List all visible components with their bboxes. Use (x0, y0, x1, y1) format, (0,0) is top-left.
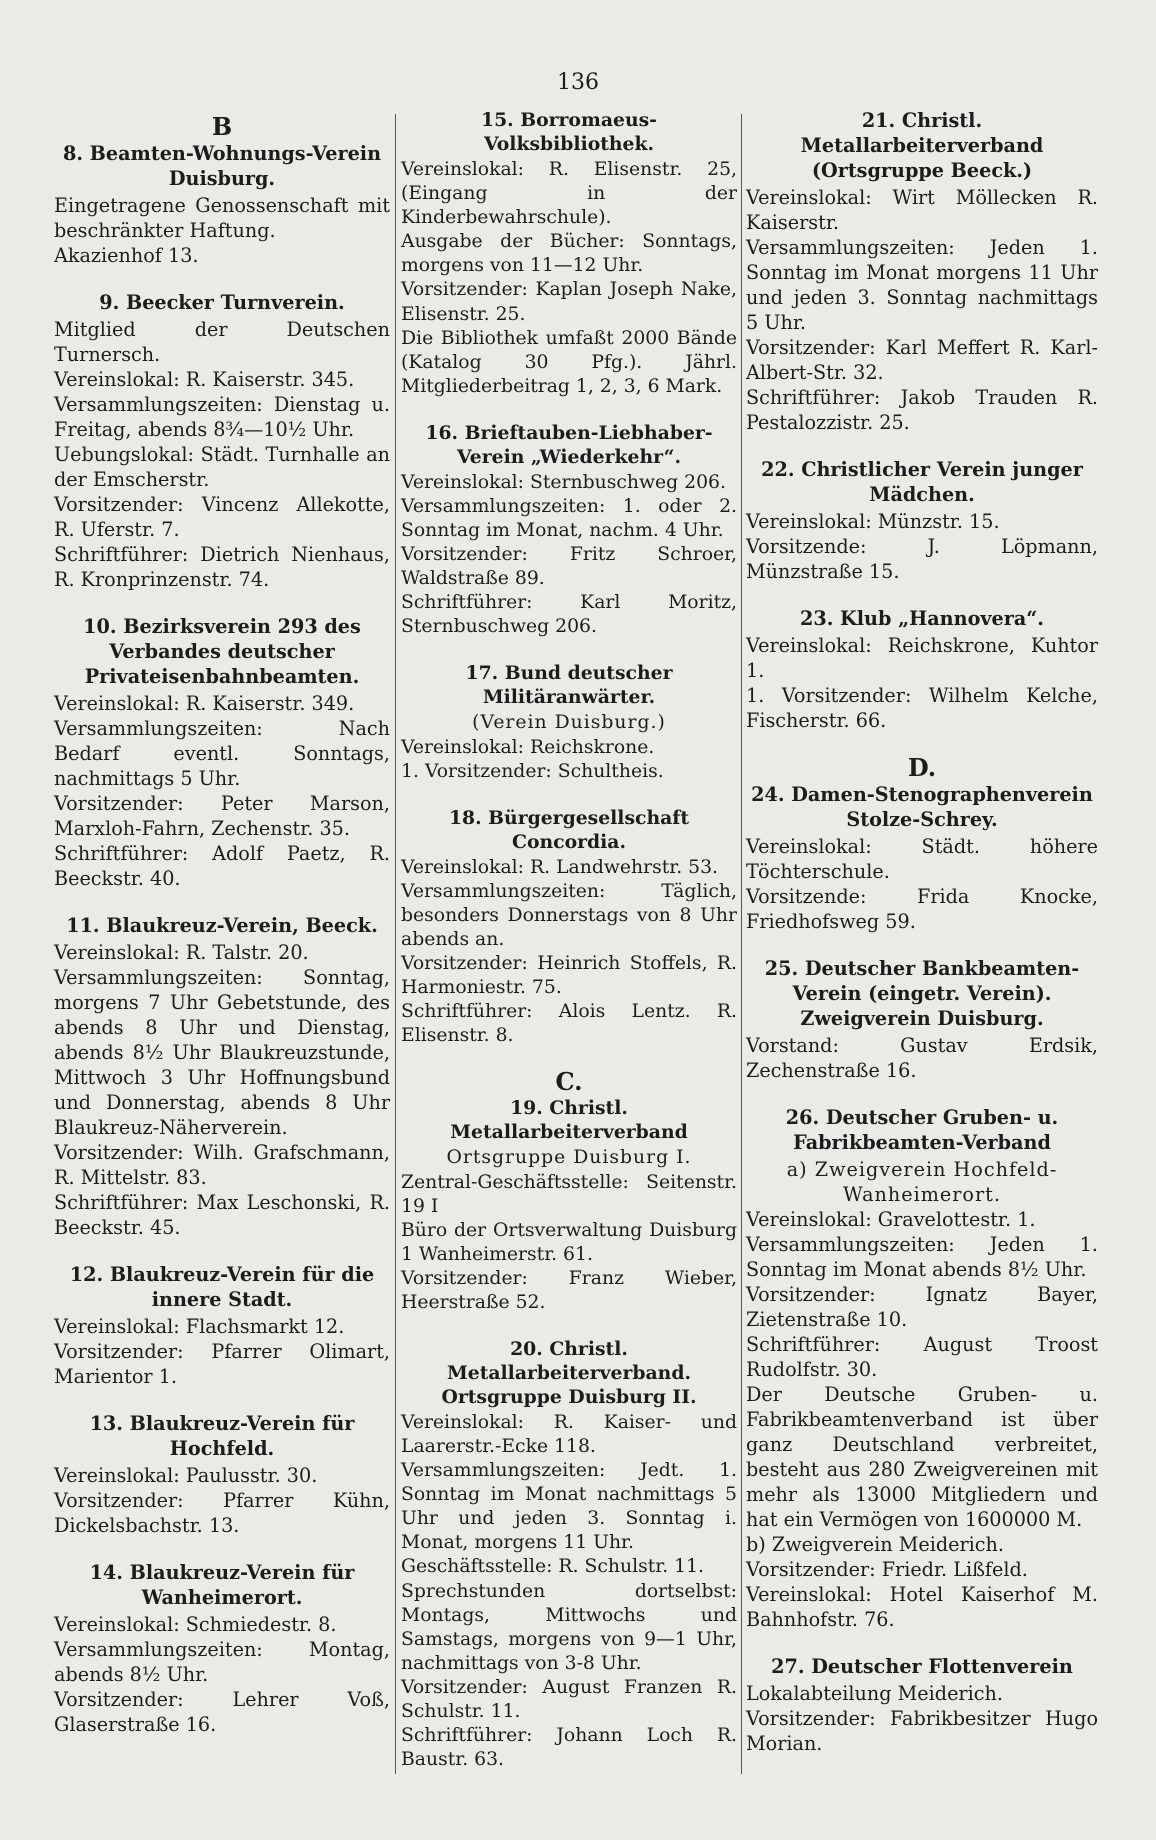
association-entry (401, 1337, 737, 1772)
entry-heading: 25. Deutscher Bankbeamten-Verein (eingetr. Verein). Zweigverein Duisburg. (764, 957, 1080, 1030)
entry-line: Ausgabe der Bücher: Sonntags, morgens von 11—12 Uhr. (401, 231, 737, 277)
association-entry (746, 782, 1098, 934)
entry-line: Schriftführer: August Troost Rudolfstr. 30. (746, 1333, 1098, 1381)
entry-line: Vorsitzender: Fritz Schroer, Waldstraße 89. (401, 544, 737, 590)
association-entry (54, 614, 390, 891)
association-entry (746, 1105, 1098, 1632)
entry-line: Vereinslokal: R. Kaiserstr. 345. (54, 368, 355, 391)
entry-subheading: a) Zweigverein Hochfeld-Wanheimerort. (786, 1158, 1058, 1206)
entry-line: Vorsitzender: Kaplan Joseph Nake, Elisenstr. 25. (401, 279, 737, 325)
entry-line: Vereinslokal: Reichskrone, Kuhtor 1. (746, 634, 1098, 682)
entry-line: Vorsitzender: Friedr. Lißfeld. (746, 1558, 1028, 1581)
column-2 (401, 108, 737, 1794)
entry-heading: 8. Beamten-Wohnungs-Verein Duisburg. (62, 142, 382, 190)
entry-line: Versammlungszeiten: Jedt. 1. Sonntag im Monat nachmittags 5 Uhr und jeden 3. Sonntag i. Monat, morgens 11 Uhr. (401, 1460, 737, 1554)
entry-line: Schriftführer: Dietrich Nienhaus, R. Kronprinzenstr. 74. (54, 543, 390, 591)
entry-line: Zentral-Geschäftsstelle: Seitenstr. 19 I (401, 1171, 737, 1217)
column-1 (54, 108, 390, 1759)
entry-line: Vereinslokal: R. Kaiser- und Laarerstr.-Ecke 118. (401, 1412, 737, 1458)
entry-heading: 16. Brieftauben-Liebhaber-Verein „Wiederkehr“. (425, 421, 713, 468)
association-entry (54, 913, 390, 1240)
association-entry (746, 606, 1098, 733)
entry-line: Akazienhof 13. (54, 244, 199, 267)
column-divider (395, 114, 396, 1774)
entry-line: Versammlungszeiten: Jeden 1. Sonntag im Monat abends 8½ Uhr. (746, 1233, 1098, 1281)
entry-subheading: (Verein Duisburg.) (472, 712, 666, 734)
entry-line: Schriftführer: Karl Moritz, Sternbuschweg 206. (401, 592, 737, 638)
entry-line: Eingetragene Genossenschaft mit beschränkter Haftung. (54, 194, 390, 242)
entry-line: Schriftführer: Johann Loch R. Baustr. 63. (401, 1724, 737, 1770)
entry-heading: 23. Klub „Hannovera“. (800, 607, 1044, 630)
association-entry (746, 457, 1098, 584)
association-entry (401, 421, 737, 640)
entry-line: Vereinslokal: Hotel Kaiserhof M. Bahnhofstr. 76. (746, 1583, 1098, 1631)
entry-line: Vereinslokal: R. Elisenstr. 25, (Eingang in der Kinderbewahrschule). (401, 159, 737, 229)
entry-line: Versammlungszeiten: Dienstag u. Freitag, abends 8¾—10½ Uhr. (54, 393, 390, 441)
section-letter: C. (555, 1067, 583, 1097)
entry-line: Vorsitzender: Karl Meffert R. Karl-Albert-Str. 32. (746, 336, 1098, 384)
entry-heading: 9. Beecker Turnverein. (99, 291, 345, 314)
entry-line: Mitglied der Deutschen Turnersch. (54, 318, 390, 366)
entry-line: Versammlungszeiten: Montag, abends 8½ Uhr. (54, 1638, 390, 1686)
association-entry (401, 806, 737, 1049)
entry-line: Vorsitzende: Frida Knocke, Friedhofsweg 59. (746, 885, 1098, 933)
entry-heading: 21. Christl. Metallarbeiterverband (Ortsgruppe Beeck.) (800, 109, 1044, 182)
entry-line: Schriftführer: Alois Lentz. R. Elisenstr. 8. (401, 1001, 737, 1047)
entry-line: Uebungslokal: Städt. Turnhalle an der Emscherstr. (54, 443, 390, 491)
column-divider (741, 114, 742, 1774)
entry-heading: 15. Borromaeus-Volksbibliothek. (481, 109, 657, 156)
entry-line: Vorsitzender: Lehrer Voß, Glaserstraße 16. (54, 1688, 390, 1736)
entry-line: Vereinslokal: R. Kaiserstr. 349. (54, 692, 355, 715)
entry-line: Die Bibliothek umfaßt 2000 Bände (Katalog 30 Pfg.). Jährl. Mitgliederbeitrag 1, 2, 3, 6 Mark. (401, 327, 737, 397)
entry-line: Büro der Ortsverwaltung Duisburg 1 Wanheimerstr. 61. (401, 1219, 737, 1265)
association-entry (401, 661, 737, 783)
entry-line: 1. Vorsitzender: Wilhelm Kelche, Fischerstr. 66. (746, 684, 1098, 732)
association-entry (54, 1262, 390, 1389)
section-letter: D. (907, 753, 937, 782)
entry-line: Vorsitzender: Peter Marson, Marxloh-Fahrn, Zechenstr. 35. (54, 792, 390, 840)
association-entry (746, 956, 1098, 1083)
entry-line: Schriftführer: Jakob Trauden R. Pestalozzistr. 25. (746, 386, 1098, 434)
entry-line: Vorstand: Gustav Erdsik, Zechenstraße 16. (746, 1034, 1098, 1082)
entry-line: Vorsitzender: Franz Wieber, Heerstraße 52. (401, 1267, 737, 1313)
entry-heading: 26. Deutscher Gruben- u. Fabrikbeamten-Verband (785, 1106, 1059, 1154)
entry-heading: 12. Blaukreuz-Verein für die innere Stadt. (69, 1263, 375, 1311)
association-entry (54, 141, 390, 268)
entry-line: Versammlungszeiten: 1. oder 2. Sonntag im Monat, nachm. 4 Uhr. (401, 495, 737, 541)
entry-line: Lokalabteilung Meiderich. (746, 1682, 1003, 1705)
entry-subheading: Ortsgruppe Duisburg I. (446, 1147, 692, 1169)
entry-line: Vorsitzender: Vincenz Allekotte, R. Uferstr. 7. (54, 493, 390, 541)
entry-line: Vorsitzender: Pfarrer Olimart, Marientor 1. (54, 1340, 390, 1388)
entry-line: Vorsitzender: Fabrikbesitzer Hugo Morian. (746, 1707, 1098, 1755)
entry-line: Vereinslokal: Reichskrone. (401, 736, 655, 758)
entry-heading: 13. Blaukreuz-Verein für Hochfeld. (89, 1412, 355, 1460)
entry-line: Vereinslokal: R. Talstr. 20. (54, 941, 309, 964)
entry-line: Vereinslokal: Flachsmarkt 12. (54, 1315, 345, 1338)
entry-line: Versammlungszeiten: Jeden 1. Sonntag im Monat morgens 11 Uhr und jeden 3. Sonntag nachmittags 5 Uhr. (746, 236, 1098, 334)
entry-line: Vereinslokal: Städt. höhere Töchterschule. (746, 835, 1098, 883)
entry-line: Schriftführer: Adolf Paetz, R. Beeckstr. 40. (54, 842, 390, 890)
entry-line: Vereinslokal: Sternbuschweg 206. (401, 471, 726, 493)
entry-line: Vorsitzender: Heinrich Stoffels, R. Harmoniestr. 75. (401, 953, 737, 999)
association-entry (746, 1654, 1098, 1756)
entry-line: Vereinslokal: R. Landwehrstr. 53. (401, 856, 719, 878)
association-entry (746, 108, 1098, 435)
entry-heading: 20. Christl. Metallarbeiterverband. Ortsgruppe Duisburg II. (441, 1337, 697, 1408)
entry-line: Vereinslokal: Schmiedestr. 8. (54, 1613, 337, 1636)
entry-heading: 11. Blaukreuz-Verein, Beeck. (66, 914, 378, 937)
entry-heading: 22. Christlicher Verein junger Mädchen. (761, 458, 1083, 506)
entry-line: Vorsitzender: Wilh. Grafschmann, R. Mittelstr. 83. (54, 1141, 390, 1189)
entry-heading: 24. Damen-Stenographenverein Stolze-Schrey. (751, 783, 1093, 831)
entry-line: Vereinslokal: Wirt Möllecken R. Kaiserstr. (746, 186, 1098, 234)
entry-heading: 10. Bezirksverein 293 des Verbandes deutscher Privateisenbahnbeamten. (83, 615, 361, 688)
entry-heading: 17. Bund deutscher Militäranwärter. (465, 662, 673, 709)
entry-line: Der Deutsche Gruben- u. Fabrikbeamtenverband ist über ganz Deutschland verbreitet, besteht aus 280 Zweigvereinen mit mehr als 13000 Mitgliedern und hat ein Vermögen von 1600000 M. (746, 1383, 1098, 1531)
entry-heading: 14. Blaukreuz-Verein für Wanheimerort. (89, 1561, 355, 1609)
entry-line: Vereinslokal: Paulusstr. 30. (54, 1464, 318, 1487)
entry-line: 1. Vorsitzender: Schultheis. (401, 760, 664, 782)
association-entry (54, 1560, 390, 1737)
section-letter: B (211, 112, 233, 141)
entry-line: Vorsitzender: Ignatz Bayer, Zietenstraße 10. (746, 1283, 1098, 1331)
entry-line: Versammlungszeiten: Täglich, besonders Donnerstags von 8 Uhr abends an. (401, 880, 737, 950)
entry-heading: 19. Christl. Metallarbeiterverband (450, 1097, 688, 1144)
entry-heading: 18. Bürgergesellschaft Concordia. (448, 806, 690, 853)
entry-line: Vorsitzender: Pfarrer Kühn, Dickelsbachstr. 13. (54, 1489, 390, 1537)
entry-heading: 27. Deutscher Flottenverein (771, 1655, 1073, 1678)
association-entry (401, 108, 737, 399)
association-entry (54, 1411, 390, 1538)
entry-line: b) Zweigverein Meiderich. (746, 1533, 1005, 1556)
entry-line: Versammlungszeiten: Sonntag, morgens 7 Uhr Gebetstunde, des abends 8 Uhr und Dienstag, abends 8½ Uhr Blaukreuzstunde, Mittwoch 3 Uhr Hoffnungsbund und Donnerstag, abends 8 Uhr Blaukreuz-Näherverein. (54, 966, 390, 1139)
entry-line: Vorsitzender: August Franzen R. Schulstr. 11. (401, 1676, 737, 1722)
page-number: 136 (557, 70, 599, 95)
entry-line: Vereinslokal: Gravelottestr. 1. (746, 1208, 1036, 1231)
entry-line: Schriftführer: Max Leschonski, R. Beeckstr. 45. (54, 1191, 390, 1239)
column-3 (746, 108, 1098, 1778)
entry-line: Vereinslokal: Münzstr. 15. (746, 510, 1000, 533)
association-entry (54, 290, 390, 592)
entry-line: Vorsitzende: J. Löpmann, Münzstraße 15. (746, 535, 1098, 583)
entry-line: Sprechstunden dortselbst: Montags, Mittwochs und Samstags, morgens von 9—1 Uhr, nachmittags von 3-8 Uhr. (401, 1580, 737, 1674)
association-entry (401, 1096, 737, 1315)
entry-line: Versammlungszeiten: Nach Bedarf eventl. Sonntags, nachmittags 5 Uhr. (54, 717, 390, 790)
entry-line: Geschäftsstelle: R. Schulstr. 11. (401, 1556, 705, 1578)
